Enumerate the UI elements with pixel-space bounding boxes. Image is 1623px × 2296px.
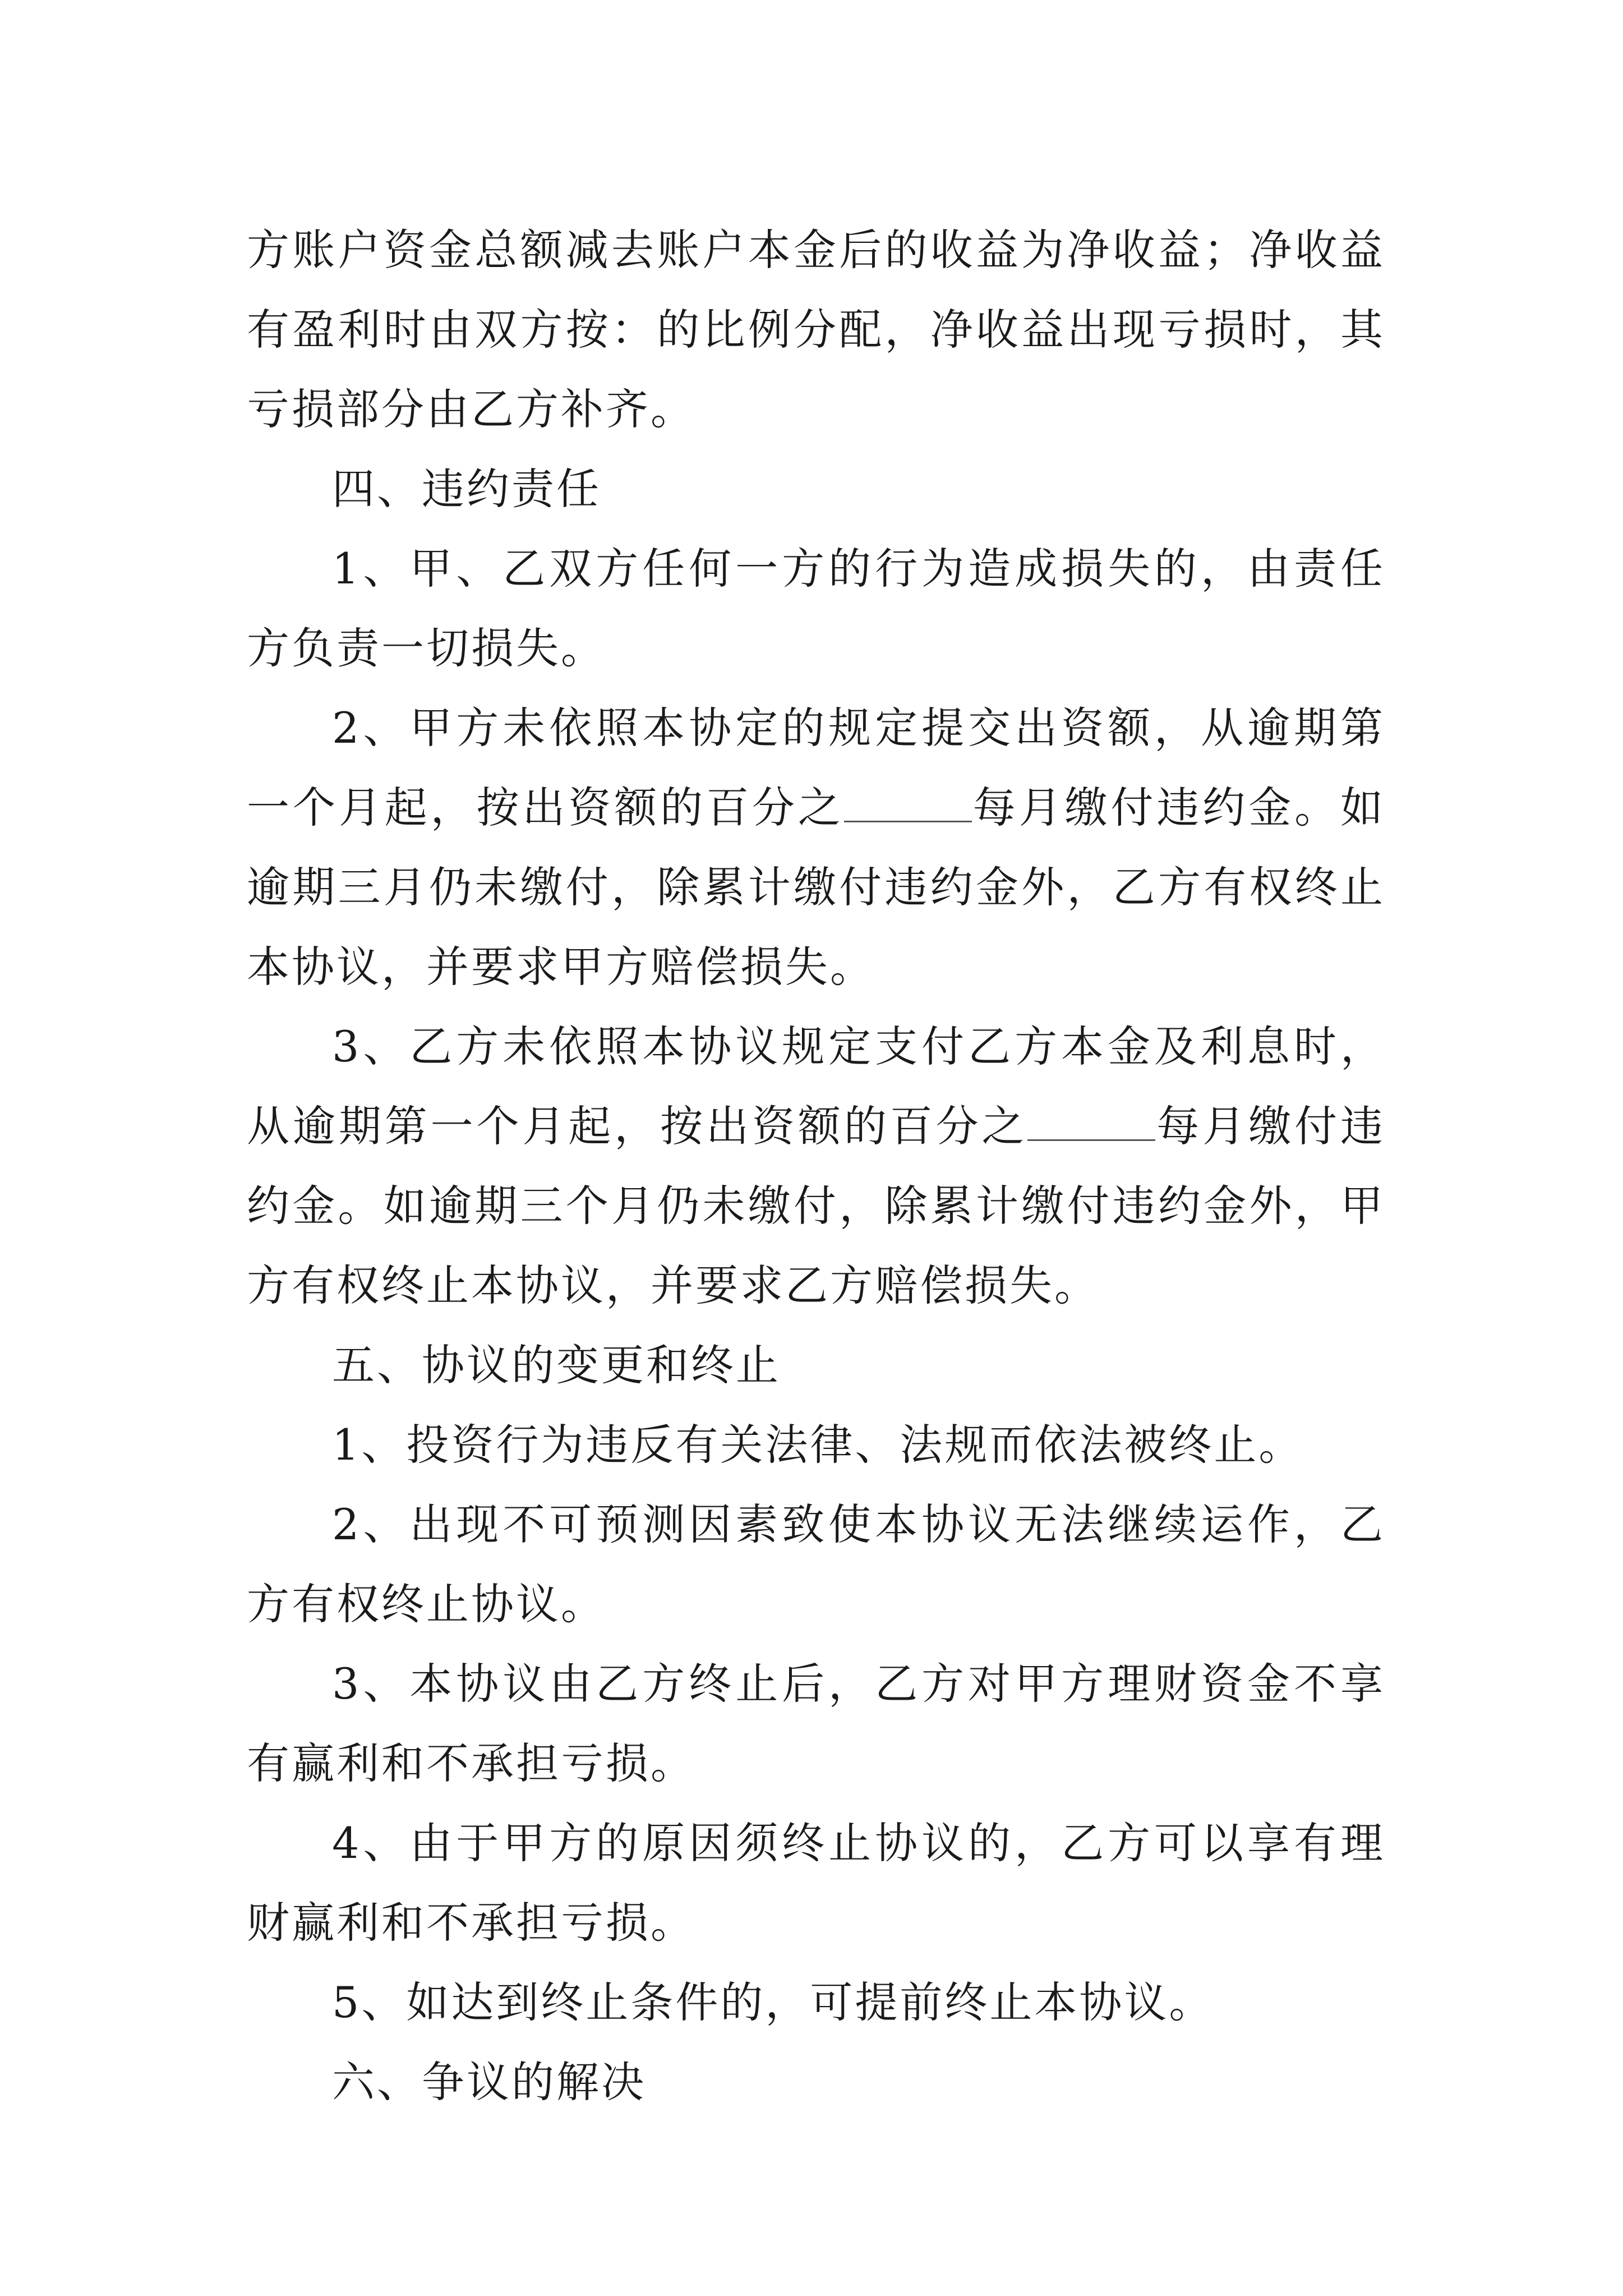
- heading-text: 四、违约责任: [332, 464, 601, 514]
- paragraph-text: 2、甲方未依照本协定的规定提交出资额，从逾期第一个月起，按出资额的百分之: [247, 703, 1385, 832]
- paragraph-text: 2、出现不可预测因素致使本协议无法继续运作，乙方有权终止协议。: [247, 1499, 1385, 1629]
- clause-termination-3: [247, 1644, 1385, 1803]
- clause-termination-1: [247, 1405, 1385, 1485]
- fill-in-blank-percentage: [1027, 1106, 1155, 1141]
- paragraph-profit-distribution: [247, 210, 1385, 449]
- document-body: [247, 210, 1385, 2122]
- heading-text: 六、争议的解决: [332, 2057, 646, 2107]
- paragraph-text: 3、乙方未依照本协议规定支付乙方本金及利息时，从逾期第一个月起，按出资额的百分之: [247, 1022, 1385, 1151]
- section-heading-breach-liability: [247, 449, 1385, 529]
- paragraph-text: 4、由于甲方的原因须终止协议的，乙方可以享有理财赢利和不承担亏损。: [247, 1818, 1385, 1948]
- clause-termination-2: [247, 1485, 1385, 1644]
- fill-in-blank-percentage: [844, 787, 972, 822]
- paragraph-text: 1、甲、乙双方任何一方的行为造成损失的，由责任方负责一切损失。: [247, 544, 1385, 673]
- clause-breach-2: [247, 688, 1385, 1007]
- clause-breach-1: [247, 529, 1385, 688]
- paragraph-text: 3、本协议由乙方终止后，乙方对甲方理财资金不享有赢利和不承担亏损。: [247, 1659, 1385, 1788]
- paragraph-text: 5、如达到终止条件的，可提前终止本协议。: [332, 1977, 1214, 2027]
- section-heading-change-termination: [247, 1326, 1385, 1405]
- clause-breach-3: [247, 1007, 1385, 1326]
- paragraph-text: 每月缴付违约金。如逾期三月仍未缴付，除累计缴付违约金外，乙方有权终止本协议，并要求甲方赔偿损失。: [247, 783, 1386, 992]
- clause-termination-5: [247, 1963, 1385, 2042]
- paragraph-text: 1、投资行为违反有关法律、法规而依法被终止。: [332, 1420, 1304, 1470]
- clause-termination-4: [247, 1803, 1385, 1963]
- section-heading-dispute-resolution: [247, 2042, 1385, 2122]
- heading-text: 五、协议的变更和终止: [332, 1340, 781, 1390]
- paragraph-text: 每月缴付违约金。如逾期三个月仍未缴付，除累计缴付违约金外，甲方有权终止本协议，并要求乙方赔偿损失。: [247, 1101, 1386, 1310]
- paragraph-text: 方账户资金总额减去账户本金后的收益为净收益；净收益有盈利时由双方按：的比例分配，净收益出现亏损时，其亏损部分由乙方补齐。: [247, 225, 1385, 434]
